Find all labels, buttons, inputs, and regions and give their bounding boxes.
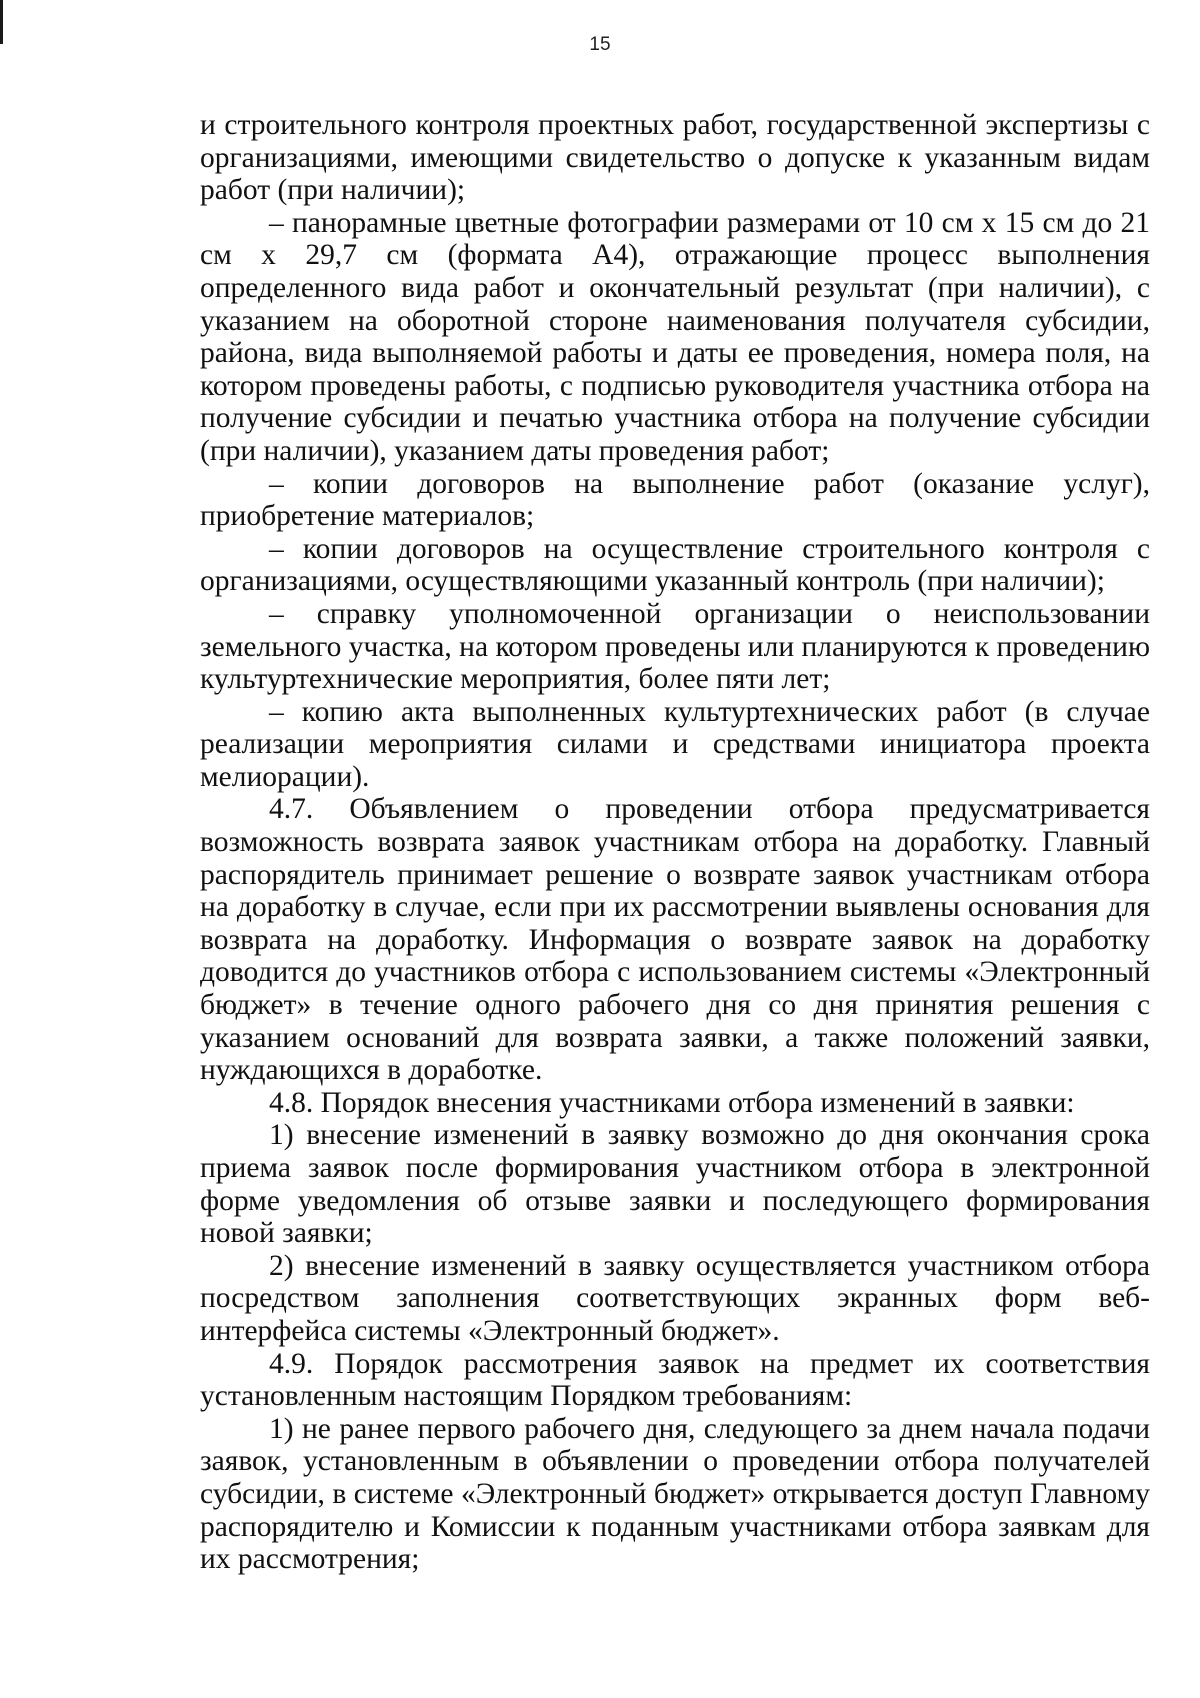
page-number: 15 [589, 34, 611, 55]
document-body [200, 109, 1150, 1576]
paragraph: – панорамные цветные фотографии размерами от 10 см x 15 см до 21 см x 29,7 см (формата А4), отражающие процесс выполнения определенного вида работ и окончательный результат (при наличии), с указанием на оборотной стороне наименования получателя субсидии, района, вида выполняемой работы и даты ее проведения, номера поля, на котором проведены работы, с подписью руководителя участника отбора на получение субсидии и печатью участника отбора на получение субсидии (при наличии), указанием даты проведения работ; [200, 206, 1150, 467]
paragraph: – копии договоров на осуществление строительного контроля с организациями, осуществляющими указанный контроль (при наличии); [200, 532, 1150, 598]
paragraph: – справку уполномоченной организации о неиспользовании земельного участка, на котором проведены или планируются к проведению культуртехнические мероприятия, более пяти лет; [200, 597, 1150, 696]
paragraph: 2) внесение изменений в заявку осуществляется участником отбора посредством заполнения соответствующих экранных форм веб-интерфейса системы «Электронный бюджет». [200, 1249, 1150, 1347]
paragraph-section-4-7: 4.7. Объявлением о проведении отбора предусматривается возможность возврата заявок участникам отбора на доработку. Главный распорядитель принимает решение о возврате заявок участникам отбора на доработку в случае, если при их рассмотрении выявлены основания для возврата на доработку. Информация о возврате заявок на доработку доводится до участников отбора с использованием системы «Электронный бюджет» в течение одного рабочего дня со дня принятия решения с указанием оснований для возврата заявки, а также положений заявки, нуждающихся в доработке. [200, 793, 1150, 1087]
paragraph: – копию акта выполненных культуртехнических работ (в случае реализации мероприятия силами и средствами инициатора проекта мелиорации). [200, 695, 1150, 793]
paragraph-section-4-9: 4.9. Порядок рассмотрения заявок на предмет их соответствия установленным настоящим Порядком требованиям: [200, 1347, 1150, 1413]
paragraph-section-4-8: 4.8. Порядок внесения участниками отбора изменений в заявки: [269, 1086, 1075, 1119]
paragraph: 1) внесение изменений в заявку возможно до дня окончания срока приема заявок после формирования участником отбора в электронной форме уведомления об отзыве заявки и последующего формирования новой заявки; [200, 1119, 1150, 1250]
paragraph: 1) не ранее первого рабочего дня, следующего за днем начала подачи заявок, установленным в объявлении о проведении отбора получателей субсидии, в системе «Электронный бюджет» открывается доступ Главному распорядителю и Комиссии к поданным участниками отбора заявкам для их рассмотрения; [200, 1412, 1150, 1576]
paragraph: – копии договоров на выполнение работ (оказание услуг), приобретение материалов; [200, 467, 1150, 533]
paragraph: и строительного контроля проектных работ, государственной экспертизы с организациями, имеющими свидетельство о допуске к указанным видам работ (при наличии); [200, 109, 1150, 207]
